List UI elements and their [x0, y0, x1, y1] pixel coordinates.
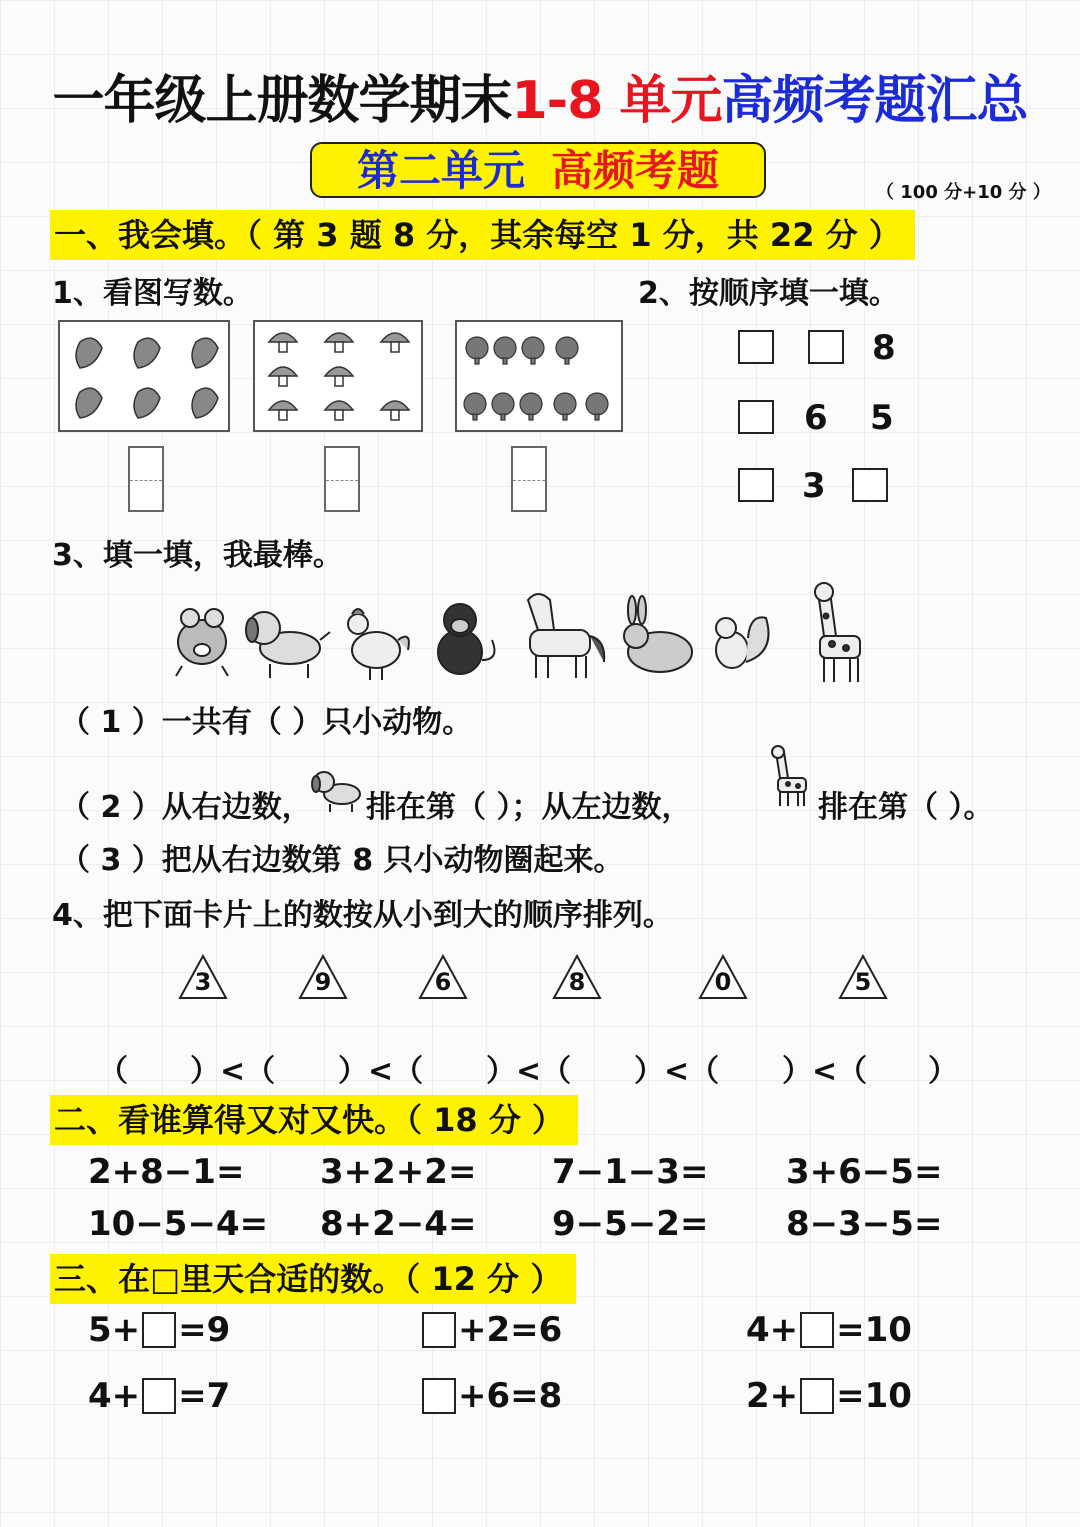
- q3-part2-c: 排在第（ ）。: [818, 790, 994, 825]
- order-less-than: ）<（: [338, 1054, 424, 1089]
- calc-expression: 9−5−2=: [552, 1204, 709, 1244]
- equation-suffix: +6=8: [458, 1376, 563, 1416]
- equation-prefix: 4+: [88, 1376, 141, 1416]
- tree-icons: [457, 322, 621, 430]
- q2-label: 2、按顺序填一填。: [638, 276, 899, 311]
- order-less-than: ）<（: [782, 1054, 868, 1089]
- section3-heading: 三、在□里天合适的数。（ 12 分 ）: [50, 1254, 576, 1304]
- number-card: [298, 954, 348, 1000]
- calc-expression: 3+6−5=: [786, 1152, 943, 1192]
- frog-icon: [176, 609, 228, 676]
- sequence-box[interactable]: [852, 468, 888, 502]
- q3-part1: （ 1 ）一共有（ ）只小动物。: [60, 705, 473, 740]
- rabbit-icon: [624, 596, 692, 672]
- monkey-icon: [438, 604, 494, 674]
- fill-blank-equation: [420, 1310, 562, 1350]
- mushroom-picture-box: [253, 320, 423, 432]
- answer-box-trees[interactable]: [511, 446, 547, 512]
- equation-suffix: =7: [178, 1376, 231, 1416]
- q1-label: 1、看图写数。: [52, 276, 253, 311]
- blank-box[interactable]: [800, 1312, 834, 1348]
- calc-expression: 8+2−4=: [320, 1204, 477, 1244]
- dog-icon: [246, 612, 330, 678]
- q3-part2-b: 排在第（ ）；从左边数，: [366, 790, 692, 825]
- card-number: 5: [854, 968, 872, 996]
- q3-label: 3、填一填，我最棒。: [52, 538, 343, 573]
- equation-prefix: 2+: [746, 1376, 799, 1416]
- order-less-than: ）<（: [190, 1054, 276, 1089]
- card-number: 0: [714, 968, 732, 996]
- equation-suffix: =9: [178, 1310, 231, 1350]
- equation-prefix: 5+: [88, 1310, 141, 1350]
- order-less-than: ）<（: [486, 1054, 572, 1089]
- calc-expression: 7−1−3=: [552, 1152, 709, 1192]
- sequence-number: 3: [802, 466, 826, 506]
- giraffe-icon: [815, 583, 860, 682]
- section2-heading: 二、看谁算得又对又快。（ 18 分 ）: [50, 1095, 578, 1145]
- fill-blank-equation: [746, 1376, 912, 1416]
- subtitle-unit: 第二单元: [356, 146, 525, 195]
- q3-part2-a: （ 2 ）从右边数，: [60, 790, 312, 825]
- equation-suffix: =10: [836, 1310, 912, 1350]
- fill-blank-equation: [746, 1310, 912, 1350]
- leaf-picture-box: [58, 320, 230, 432]
- calc-expression: 2+8−1=: [88, 1152, 245, 1192]
- rooster-icon: [348, 609, 409, 680]
- number-card: [838, 954, 888, 1000]
- sequence-number: 8: [872, 328, 896, 368]
- squirrel-icon: [716, 617, 769, 668]
- section1-heading: 一、我会填。（ 第 3 题 8 分，其余每空 1 分，共 22 分 ）: [50, 210, 915, 260]
- sequence-number: 5: [870, 398, 894, 438]
- calc-expression: 10−5−4=: [88, 1204, 269, 1244]
- giraffe-icon: [764, 744, 814, 810]
- blank-box[interactable]: [422, 1378, 456, 1414]
- card-number: 6: [434, 968, 452, 996]
- calc-expression: 8−3−5=: [786, 1204, 943, 1244]
- tree-picture-box: [455, 320, 623, 432]
- subtitle-topic: 高频考题: [551, 146, 720, 195]
- order-close-paren: ）: [928, 1054, 958, 1089]
- equation-suffix: +2=6: [458, 1310, 563, 1350]
- title-part-3: 高频考题汇总: [721, 71, 1028, 131]
- card-number: 8: [568, 968, 586, 996]
- animal-row: [170, 580, 890, 690]
- unit-subtitle: [310, 142, 766, 198]
- blank-box[interactable]: [800, 1378, 834, 1414]
- horse-icon: [528, 594, 604, 678]
- equation-suffix: =10: [836, 1376, 912, 1416]
- blank-box[interactable]: [142, 1378, 176, 1414]
- order-less-than: ）<（: [634, 1054, 720, 1089]
- equation-prefix: 4+: [746, 1310, 799, 1350]
- number-card: [178, 954, 228, 1000]
- calc-expression: 3+2+2=: [320, 1152, 477, 1192]
- sequence-number: 6: [804, 398, 828, 438]
- dog-icon: [308, 766, 364, 814]
- answer-box-leaves[interactable]: [128, 446, 164, 512]
- blank-box[interactable]: [142, 1312, 176, 1348]
- sequence-box[interactable]: [738, 468, 774, 502]
- answer-box-mushrooms[interactable]: [324, 446, 360, 512]
- page-title: [0, 58, 1080, 133]
- sequence-box[interactable]: [738, 330, 774, 364]
- blank-box[interactable]: [422, 1312, 456, 1348]
- title-part-1: 一年级上册数学期末: [52, 71, 512, 131]
- q4-label: 4、把下面卡片上的数按从小到大的顺序排列。: [52, 898, 673, 933]
- fill-blank-equation: [88, 1310, 230, 1350]
- sequence-box[interactable]: [738, 400, 774, 434]
- order-open-paren: （: [98, 1054, 128, 1089]
- number-card: [698, 954, 748, 1000]
- title-part-2: 1-8 单元: [511, 71, 722, 131]
- card-number: 9: [314, 968, 332, 996]
- fill-blank-equation: [420, 1376, 562, 1416]
- mushroom-icons: [255, 322, 421, 430]
- leaf-icons: [60, 322, 228, 430]
- number-card: [418, 954, 468, 1000]
- q3-part3: （ 3 ）把从右边数第 8 只小动物圈起来。: [60, 843, 624, 878]
- fill-blank-equation: [88, 1376, 230, 1416]
- sequence-box[interactable]: [808, 330, 844, 364]
- score-note: （ 100 分+10 分 ）: [876, 182, 1051, 203]
- card-number: 3: [194, 968, 212, 996]
- number-card: [552, 954, 602, 1000]
